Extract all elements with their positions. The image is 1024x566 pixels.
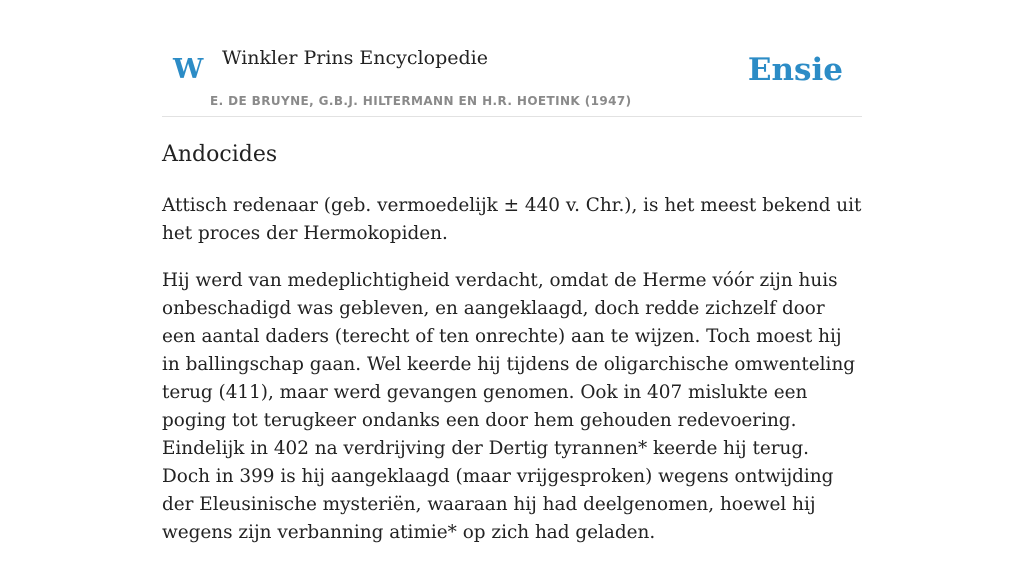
entry-paragraph: Hij werd van medeplichtigheid verdacht, omdat de Herme vóór zijn huis onbeschadigd was gebleven, en aangeklaagd, doch redde zichzelf door een aantal daders (terecht of ten onrechte) aan te wijzen. Toch moest hij in ballingschap gaan. Wel keerde hij tijdens de oligarchische omwenteling terug (411), maar werd gevangen genomen. Ook in 407 mislukte een poging tot terugkeer ondanks een door hem gehouden redevoering. Eindelijk in 402 na verdrijving der Dertig tyrannen* keerde hij terug. Doch in 399 is hij aangeklaagd (maar vrijgesproken) wegens ontwijding der Eleusinische mysteriën, waaraan hij had deelgenomen, hoewel hij wegens zijn verbanning atimie* op zich had geladen. [162,270,856,543]
ensie-logo-link[interactable]: Ensie [747,52,843,88]
article-page [162,0,862,543]
entry-paragraph: Attisch redenaar (geb. vermoedelijk ± 440 v. Chr.), is het meest bekend uit het proces der Hermokopiden. [162,195,862,244]
entry-title: Andocides [162,142,278,167]
publication-header [162,0,862,117]
publication-title[interactable]: Winkler Prins Encyclopedie [222,47,488,69]
publication-authors: E. DE BRUYNE, G.B.J. HILTERMANN EN H.R. HOETINK (1947) [210,94,632,108]
entry-body [162,192,862,566]
publication-logo[interactable]: W [173,54,204,85]
